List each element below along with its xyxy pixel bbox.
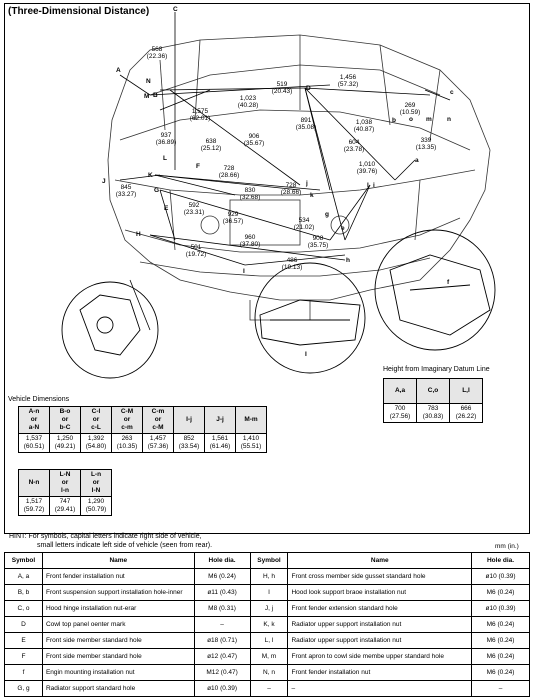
svg-text:(40.87): (40.87): [353, 126, 375, 133]
point-label: o: [409, 116, 413, 123]
table-row: [5, 617, 530, 633]
dimension-label: L-N or l-n: [50, 470, 81, 497]
dimension-label: N-n: [19, 470, 50, 497]
symbol-table: [4, 552, 530, 697]
height-label: A,a: [384, 379, 417, 404]
height-label: C,o: [417, 379, 450, 404]
svg-text:(35.08): (35.08): [295, 124, 317, 131]
dimension-value: [201, 138, 222, 152]
symbol-dia-cell: M12 (0.47): [194, 665, 250, 681]
symbol-name-cell: Radiator upper support installation nut: [288, 633, 472, 649]
symbol-dia-cell: M6 (0.24): [472, 585, 530, 601]
point-label: I: [305, 351, 307, 358]
dimension-value-cell: 263 (10.35): [112, 434, 143, 453]
dimension-value: [338, 74, 359, 88]
dimension-value: [184, 202, 205, 216]
svg-text:1,456: 1,456: [339, 74, 357, 81]
vehicle-dimensions-table-2: [18, 469, 112, 516]
svg-text:(36.57): (36.57): [222, 218, 244, 225]
point-label: f: [447, 279, 450, 286]
symbol-sym-cell: E: [5, 633, 43, 649]
table-row: [5, 649, 530, 665]
symbol-name-cell: –: [288, 681, 472, 697]
symbol-dia-cell: ø18 (0.71): [194, 633, 250, 649]
dimension-value-cell: 1,457 (57.36): [143, 434, 174, 453]
symbol-dia-cell: –: [472, 681, 530, 697]
svg-text:(10.59): (10.59): [399, 109, 421, 116]
symbol-name-cell: Cowl top panel oenter mark: [42, 617, 194, 633]
dimension-value: [294, 217, 315, 231]
svg-text:1,038: 1,038: [355, 119, 373, 126]
symbol-sym-cell: H, h: [250, 569, 288, 585]
dimension-label: L-n or l-N: [81, 470, 112, 497]
dimension-value-cell: 1,561 (61.46): [205, 434, 236, 453]
symbol-name-cell: Front apron to cowl side membe upper standard hole: [288, 649, 472, 665]
point-label: c: [450, 89, 454, 96]
point-label: H: [136, 231, 141, 238]
dimension-value-cell: 1,537 (60.51): [19, 434, 50, 453]
point-label: L: [163, 155, 167, 162]
symbol-sym-cell: F: [5, 649, 43, 665]
dimension-value: [240, 187, 261, 201]
point-label: F: [196, 163, 200, 170]
svg-text:(36.89): (36.89): [155, 139, 177, 146]
symbol-dia-cell: M6 (0.24): [472, 617, 530, 633]
symbol-sym-cell: A, a: [5, 569, 43, 585]
svg-text:(35.75): (35.75): [307, 242, 329, 249]
symbol-name-cell: Radiator upper support installation nut: [288, 617, 472, 633]
svg-text:728: 728: [223, 165, 235, 172]
table-row: [5, 585, 530, 601]
svg-text:(40.28): (40.28): [237, 102, 259, 109]
symbol-name-cell: Front fender installation nut: [42, 569, 194, 585]
svg-text:908: 908: [312, 235, 324, 242]
svg-text:(57.32): (57.32): [337, 81, 359, 88]
column-header: Symbol: [250, 553, 288, 569]
svg-text:(33.27): (33.27): [115, 191, 137, 198]
svg-text:638: 638: [205, 138, 217, 145]
point-label: k: [310, 192, 314, 199]
point-label: G: [154, 187, 160, 194]
symbol-sym-cell: D: [5, 617, 43, 633]
point-label: n: [447, 116, 451, 123]
svg-text:1,023: 1,023: [239, 95, 257, 102]
column-header: Hole dia.: [194, 553, 250, 569]
dimension-lines: [120, 12, 450, 330]
height-table-title: Height from Imaginary Datum Line: [383, 366, 490, 373]
point-label: N: [146, 78, 151, 85]
vehicle-dimensions-values: [19, 434, 267, 453]
svg-text:728: 728: [285, 182, 297, 189]
dimension-label: B-o or b-C: [50, 407, 81, 434]
point-label: j: [306, 180, 308, 187]
diagram-title: (Three-Dimensional Distance): [8, 6, 150, 17]
symbol-sym-cell: C, o: [5, 601, 43, 617]
dimension-label: A-n or a-N: [19, 407, 50, 434]
point-label: g: [325, 211, 329, 218]
svg-text:1,010: 1,010: [358, 161, 376, 168]
point-label: b: [392, 117, 396, 124]
column-header: Name: [288, 553, 472, 569]
symbol-sym-cell: M, m: [250, 649, 288, 665]
dimension-value: [240, 234, 261, 248]
table-row: [5, 633, 530, 649]
symbol-dia-cell: ø10 (0.39): [194, 681, 250, 697]
svg-text:339: 339: [420, 137, 432, 144]
svg-text:(21.02): (21.02): [293, 224, 315, 231]
symbol-name-cell: Engin mounting installation nut: [42, 665, 194, 681]
dimension-value-cell: 747 (29.41): [50, 497, 81, 516]
dimension-label: I-j: [174, 407, 205, 434]
dimension-value: [219, 165, 240, 179]
svg-text:501: 501: [190, 244, 202, 251]
svg-text:604: 604: [348, 139, 360, 146]
point-label: m: [426, 116, 432, 123]
column-header: Name: [42, 553, 194, 569]
svg-text:906: 906: [248, 133, 260, 140]
point-label: M: [144, 93, 150, 100]
svg-text:(35.67): (35.67): [243, 140, 265, 147]
dimension-value: [238, 95, 259, 109]
column-header: Symbol: [5, 553, 43, 569]
svg-text:534: 534: [298, 217, 310, 224]
svg-text:519: 519: [276, 81, 288, 88]
dimension-label: C-M or c-m: [112, 407, 143, 434]
symbol-name-cell: Hood hinge installation nut-erar: [42, 601, 194, 617]
table-row: [5, 569, 530, 585]
symbol-table-header: [5, 553, 530, 569]
height-value-cell: 783 (30.83): [417, 404, 450, 423]
symbol-dia-cell: M6 (0.24): [194, 569, 250, 585]
point-label: A: [116, 67, 121, 74]
dimension-value-cell: 1,250 (49.21): [50, 434, 81, 453]
svg-text:(23.31): (23.31): [183, 209, 205, 216]
dimension-value: [116, 184, 137, 198]
symbol-sym-cell: J, j: [250, 601, 288, 617]
svg-text:(28.66): (28.66): [280, 189, 302, 196]
svg-text:960: 960: [244, 234, 256, 241]
point-label: I: [243, 268, 245, 275]
dimension-value: [344, 139, 365, 153]
point-label: a: [415, 157, 419, 164]
point-label: K: [148, 172, 153, 179]
svg-text:(39.76): (39.76): [356, 168, 378, 175]
symbol-dia-cell: –: [194, 617, 250, 633]
symbol-name-cell: Hood look support braoe installation nut: [288, 585, 472, 601]
dimension-label: J-j: [205, 407, 236, 434]
column-header: Hole dia.: [472, 553, 530, 569]
hint-line: HINT: For symbols, capital letters indicate right side of vehicle,: [9, 533, 202, 540]
symbol-sym-cell: B, b: [5, 585, 43, 601]
vehicle-dimensions-values: [19, 497, 112, 516]
table-row: [5, 601, 530, 617]
hint-note: [9, 532, 212, 550]
symbol-dia-cell: M6 (0.24): [472, 665, 530, 681]
dimension-value-cell: 1,392 (54.80): [81, 434, 112, 453]
svg-text:(13.35): (13.35): [415, 144, 437, 151]
vehicle-dimensions-title: Vehicle Dimensions: [8, 396, 70, 403]
symbol-name-cell: Front cross member side gusset standard hole: [288, 569, 472, 585]
svg-text:830: 830: [244, 187, 256, 194]
dimension-value: [308, 235, 329, 249]
height-value-cell: 700 (27.56): [384, 404, 417, 423]
hint-line: small letters indicate left side of vehicle (seen from rear).: [37, 542, 213, 549]
symbol-dia-cell: M6 (0.24): [472, 633, 530, 649]
dimension-value-cell: 1,290 (50.79): [81, 497, 112, 516]
symbol-sym-cell: f: [5, 665, 43, 681]
height-label: L,l: [450, 379, 483, 404]
point-label: h: [346, 257, 350, 264]
symbol-sym-cell: K, k: [250, 617, 288, 633]
point-label: l: [367, 182, 369, 189]
svg-text:(20.43): (20.43): [271, 88, 293, 95]
dimension-value: [190, 108, 211, 122]
dimension-label: C-l or c-L: [81, 407, 112, 434]
vehicle-dimensions-table: [18, 406, 267, 453]
symbol-sym-cell: N, n: [250, 665, 288, 681]
dimension-value: [400, 102, 421, 116]
point-label: E: [164, 205, 169, 212]
unit-label: mm (in.): [495, 543, 519, 550]
dimension-value: [147, 46, 168, 60]
vehicle-dimensions-labels: [19, 470, 112, 497]
symbol-sym-cell: –: [250, 681, 288, 697]
symbol-sym-cell: L, l: [250, 633, 288, 649]
symbol-name-cell: Front suspension support installation hole-inner: [42, 585, 194, 601]
point-label: e: [341, 225, 345, 232]
symbol-dia-cell: M8 (0.31): [194, 601, 250, 617]
point-label: C: [173, 6, 178, 13]
svg-text:269: 269: [404, 102, 416, 109]
dimension-value: [156, 132, 177, 146]
symbol-sym-cell: G, g: [5, 681, 43, 697]
dimension-value-cell: 1,517 (59.72): [19, 497, 50, 516]
height-value-cell: 666 (26.22): [450, 404, 483, 423]
dimension-label: M-m: [236, 407, 267, 434]
symbol-dia-cell: M6 (0.24): [472, 649, 530, 665]
symbol-name-cell: Radiator support standard hole: [42, 681, 194, 697]
symbol-dia-cell: ø10 (0.39): [472, 569, 530, 585]
svg-text:929: 929: [227, 211, 239, 218]
svg-text:(32.68): (32.68): [239, 194, 261, 201]
svg-text:(22.36): (22.36): [146, 53, 168, 60]
point-label: D: [306, 85, 311, 92]
svg-text:568: 568: [151, 46, 163, 53]
symbol-dia-cell: ø10 (0.39): [472, 601, 530, 617]
svg-text:845: 845: [120, 184, 132, 191]
svg-text:891: 891: [300, 117, 312, 124]
svg-text:592: 592: [188, 202, 200, 209]
point-label: i: [373, 182, 375, 189]
point-label: J: [102, 178, 106, 185]
svg-text:(28.66): (28.66): [218, 172, 240, 179]
svg-text:937: 937: [160, 132, 172, 139]
symbol-name-cell: Front fender extension standard hole: [288, 601, 472, 617]
symbol-dia-cell: ø11 (0.43): [194, 585, 250, 601]
dimension-value-cell: 1,410 (55.51): [236, 434, 267, 453]
svg-text:1,575: 1,575: [191, 108, 209, 115]
svg-text:(62.01): (62.01): [189, 115, 211, 122]
symbol-dia-cell: ø12 (0.47): [194, 649, 250, 665]
detail-inset-right: [375, 230, 495, 350]
height-table: [383, 378, 483, 423]
vehicle-dimensions-labels: [19, 407, 267, 434]
dimension-value: [223, 211, 244, 225]
svg-text:486: 486: [286, 257, 298, 264]
symbol-sym-cell: I: [250, 585, 288, 601]
symbol-name-cell: Front side member standard hole: [42, 633, 194, 649]
dimension-value: [272, 81, 293, 95]
svg-text:(19.72): (19.72): [185, 251, 207, 258]
dimension-value-cell: 852 (33.54): [174, 434, 205, 453]
svg-text:(23.78): (23.78): [343, 146, 365, 153]
symbol-name-cell: Front side member standard hole: [42, 649, 194, 665]
symbol-name-cell: Front fender installation nut: [288, 665, 472, 681]
table-row: [5, 665, 530, 681]
point-label: B: [153, 92, 158, 99]
svg-text:(37.80): (37.80): [239, 241, 261, 248]
dimension-value: [244, 133, 265, 147]
svg-text:(19.13): (19.13): [281, 264, 303, 271]
dimension-value: [354, 119, 375, 133]
dimension-value: [416, 137, 437, 151]
table-row: [5, 681, 530, 697]
svg-text:(25.12): (25.12): [200, 145, 222, 152]
dimension-value: [357, 161, 378, 175]
dimension-label: C-m or c-M: [143, 407, 174, 434]
